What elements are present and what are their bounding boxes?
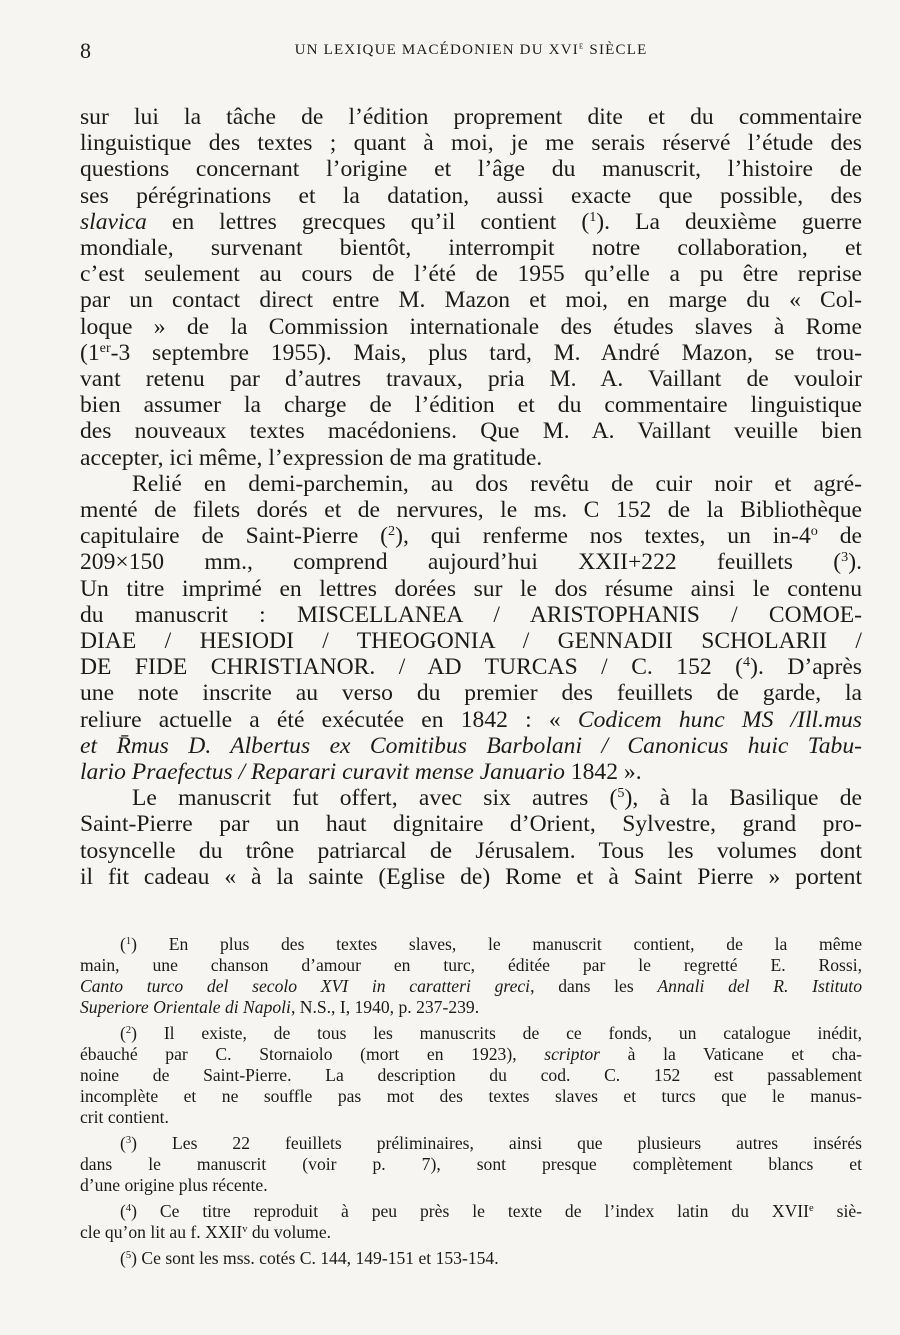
text-line [80,418,862,444]
text-run: Relié en demi-parchemin, au dos revêtu de cuir noir et agré- [132,470,862,497]
footnote [80,1248,862,1269]
text-run: incomplète et ne souffle pas mot des textes slaves et turcs que le manus- [80,1086,862,1106]
text-line [80,471,862,497]
text-run: crit contient. [80,1107,169,1127]
text-run: ( [120,934,126,954]
text-run: -3 septembre 1955). Mais, plus tard, M. André Mazon, se trou- [110,339,862,366]
italic-text: Codicem hunc MS /Ill.mus [577,706,862,733]
text-line [80,209,862,235]
text-line [80,523,862,549]
text-line [80,955,862,976]
text-line [80,811,862,837]
text-line [80,549,862,575]
text-run: DIAE / HESIODI / THEOGONIA / GENNADII SCHOLARII / [80,628,862,655]
superscript: 2 [125,1025,132,1037]
paragraph [80,104,862,471]
text-line [80,1248,862,1269]
running-header [80,38,862,64]
text-line [80,287,862,313]
superscript: 5 [125,1250,132,1262]
text-run: 209×150 mm., comprend aujourd’hui XXII+222 feuillets ( [80,549,842,576]
superscript: e [809,1203,814,1215]
text-line [80,1086,862,1107]
text-run: ses pérégrinations et la datation, aussi exacte que possible, des [80,182,862,209]
text-line [80,680,862,706]
text-line [80,366,862,392]
footnote [80,1201,862,1243]
text-line [80,183,862,209]
italic-text: et R̄mus D. Albertus ex Comitibus Barbolani / Canonicus huic Tabu- [80,732,862,759]
text-line [80,1222,862,1243]
text-run: par un contact direct entre M. Mazon et moi, en marge du « Col- [80,287,862,314]
text-run: main, une chanson d’amour en turc, éditée par le regretté E. Rossi, [80,955,862,975]
text-line [80,1133,862,1154]
text-run: ). [848,549,862,576]
superscript: 4 [743,654,751,671]
text-run: il fit cadeau « à la sainte (Eglise de) Rome et à Saint Pierre » portent [80,863,862,890]
text-line [80,785,862,811]
text-run: accepter, ici même, l’expression de ma gratitude. [80,444,543,471]
text-run: ), qui renferme nos textes, un in-4 [395,523,811,550]
italic-text: Annali del R. Istituto [657,976,862,996]
text-run: mondiale, survenant bientôt, interrompit notre collaboration, et [80,235,862,262]
superscript: o [810,523,818,540]
text-line [80,576,862,602]
text-run: sur lui la tâche de l’édition proprement dite et du commentaire [80,104,862,130]
text-run: Saint-Pierre par un haut dignitaire d’Orient, Sylvestre, grand pro- [80,811,862,838]
text-run: ( [120,1023,126,1043]
text-run: à la Vaticane et cha- [600,1044,862,1064]
superscript: 5 [617,785,625,802]
text-run: capitulaire de Saint-Pierre ( [80,523,389,550]
running-title-end: SIÈCLE [584,42,648,58]
text-run: vant retenu par d’autres travaux, pria M. A. Vaillant de vouloir [80,366,862,393]
text-run: ), à la Basilique de [624,785,862,812]
italic-text: Superiore Orientale di Napoli [80,997,291,1017]
text-run: bien assumer la charge de l’édition et du commentaire linguistique [80,392,862,419]
text-line [80,392,862,418]
text-line [80,1201,862,1222]
superscript: 3 [841,549,849,566]
text-run: Le manuscrit fut offert, avec six autres ( [132,785,618,812]
text-line [80,707,862,733]
superscript: er [99,340,111,357]
superscript: 4 [125,1203,132,1215]
text-line [80,340,862,366]
text-run: linguistique des textes ; quant à moi, je me serais réservé l’étude des [80,130,862,157]
text-line [80,759,862,785]
text-run: DE FIDE CHRISTIANOR. / AD TURCAS / C. 152 ( [80,654,744,681]
text-run: ( [120,1248,126,1268]
text-run: (1 [80,339,100,366]
text-run: ) Il existe, de tous les manuscrits de ce fonds, un catalogue inédit, [131,1023,862,1043]
text-line [80,997,862,1018]
text-run: du manuscrit : MISCELLANEA / ARISTOPHANIS / COMOE- [80,601,862,628]
text-line [80,934,862,955]
text-line [80,497,862,523]
text-run: de [817,523,862,550]
superscript: 1 [125,936,132,948]
text-line [80,314,862,340]
running-title-text: UN LEXIQUE MACÉDONIEN DU XVI [294,42,579,58]
text-run: du volume. [247,1222,332,1242]
text-run: , dans les [530,976,658,996]
superscript: 3 [125,1135,132,1147]
paragraph [80,471,862,785]
text-run: menté de filets dorés et de nervures, le ms. C 152 de la Bibliothèque [80,497,862,524]
text-line [80,733,862,759]
text-run: ) En plus des textes slaves, le manuscrit contient, de la même [131,934,862,954]
running-title-sup: e [578,40,585,52]
text-line [80,130,862,156]
text-run: 1842 ». [564,759,642,786]
text-run: ébauché par C. Stornaiolo (mort en 1923), [80,1044,545,1064]
text-run: ( [120,1133,126,1153]
page-number: 8 [80,38,91,63]
text-run: reliure actuelle a été exécutée en 1842 : « [80,706,578,733]
text-run: siè- [813,1201,862,1221]
text-line [80,864,862,890]
text-run: c’est seulement au cours de l’été de 1955 qu’elle a pu être reprise [80,261,862,288]
text-run: ) Les 22 feuillets préliminaires, ainsi que plusieurs autres insérés [131,1133,862,1153]
text-run: ). La deuxième guerre [596,208,862,235]
text-line [80,1023,862,1044]
text-line [80,1107,862,1128]
text-run: ) Ce titre reproduit à peu près le texte de l’index latin du XVII [131,1201,809,1221]
text-run: ( [120,1201,126,1221]
superscript: 1 [589,209,597,226]
main-text [80,104,862,890]
text-line [80,1154,862,1175]
text-line [80,445,862,471]
footnote [80,1023,862,1128]
footnote [80,1133,862,1196]
italic-text: lario Praefectus / Reparari curavit mense Januario [80,759,565,786]
italic-text: Canto turco del secolo XVI in caratteri greci [80,976,531,996]
text-run: tosyncelle du trône patriarcal de Jérusalem. Tous les volumes dont [80,837,862,864]
superscript: v [242,1224,248,1236]
text-line [80,1065,862,1086]
text-line [80,654,862,680]
text-run: Un titre imprimé en lettres dorées sur le dos résume ainsi le contenu [80,575,862,602]
text-run: d’une origine plus récente. [80,1175,268,1195]
footnote [80,934,862,1018]
text-line [80,104,862,130]
text-run: cle qu’on lit au f. XXII [80,1222,243,1242]
text-line [80,1044,862,1065]
text-line [80,156,862,182]
text-run: loque » de la Commission internationale des études slaves à Rome [80,313,862,340]
text-run: dans le manuscrit (voir p. 7), sont presque complètement blancs et [80,1154,862,1174]
text-line [80,976,862,997]
text-run: noine de Saint-Pierre. La description du cod. C. 152 est passablement [80,1065,862,1085]
italic-text: slavica [80,208,147,235]
running-title [80,42,862,59]
italic-text: scriptor [544,1044,600,1064]
text-run: questions concernant l’origine et l’âge du manuscrit, l’histoire de [80,156,862,183]
text-line [80,1175,862,1196]
text-run: une note inscrite au verso du premier des feuillets de garde, la [80,680,862,707]
text-line [80,602,862,628]
text-line [80,261,862,287]
footnotes [80,934,862,1274]
text-run: ) Ce sont les mss. cotés C. 144, 149-151 et 153-154. [131,1248,499,1268]
text-line [80,838,862,864]
text-line [80,628,862,654]
text-run: ). D’après [750,654,862,681]
paragraph [80,785,862,890]
text-run: des nouveaux textes macédoniens. Que M. A. Vaillant veuille bien [80,418,862,445]
superscript: 2 [388,523,396,540]
text-run: en lettres grecques qu’il contient ( [146,208,590,235]
text-line [80,235,862,261]
text-run: , N.S., I, 1940, p. 237-239. [290,997,480,1017]
